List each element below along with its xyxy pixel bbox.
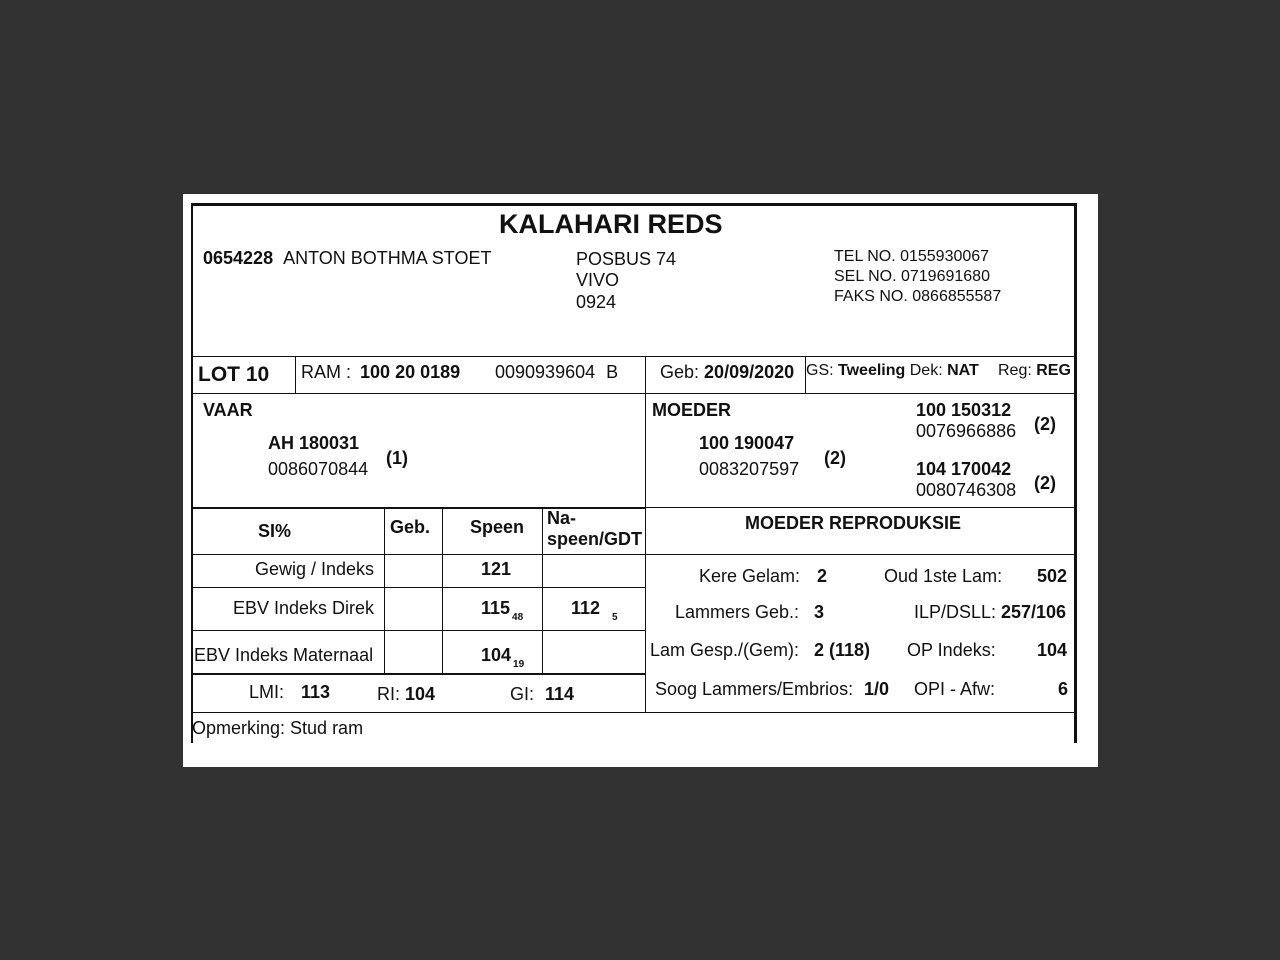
lmi-value: 113 xyxy=(301,682,331,702)
repro-header-bottom-line xyxy=(645,554,1075,555)
repro-label: OP Indeks: xyxy=(907,640,996,660)
frame-right-border xyxy=(1074,203,1077,743)
si-header-bottom-line xyxy=(191,554,645,555)
repro-value: 1/0 xyxy=(864,679,890,699)
repro-value: 6 xyxy=(1058,679,1069,699)
si-row-speen: 121 xyxy=(481,559,512,579)
si-row-label: EBV Indeks Direk xyxy=(233,598,375,618)
si-row-speen xyxy=(481,598,524,623)
lmi-index xyxy=(249,682,330,703)
ram-id: 0090939604 xyxy=(495,362,596,382)
ri-index xyxy=(377,684,435,705)
repro-label: Oud 1ste Lam: xyxy=(884,566,1003,586)
si-col-speen-line xyxy=(442,507,443,673)
sel-number: SEL NO. 0719691680 xyxy=(834,268,990,285)
address-line-3: 0924 xyxy=(576,292,617,312)
gs-value: Tweeling xyxy=(838,362,906,379)
si-table-top-line xyxy=(191,507,645,509)
granddam-2-grade: (2) xyxy=(1034,473,1056,493)
repro-label: Lam Gesp./(Gem): xyxy=(650,640,800,660)
repro-value: 502 xyxy=(1037,566,1068,586)
ram-flag: B xyxy=(606,362,619,382)
moeder-label: MOEDER xyxy=(652,400,732,420)
si-row-label: Gewig / Indeks xyxy=(255,559,375,579)
address-line-2: VIVO xyxy=(576,270,620,290)
gs-dek-line xyxy=(806,362,979,380)
sire-number: AH 180031 xyxy=(268,433,360,453)
dek-label: Dek: xyxy=(909,362,943,379)
si-col-naspeen-line xyxy=(542,507,543,673)
repro-label: Soog Lammers/Embrios: xyxy=(655,679,854,699)
speen-header: Speen xyxy=(470,517,525,537)
pedigree-divider xyxy=(645,393,646,712)
naspeen-header-line1: Na- xyxy=(547,508,577,528)
si-row2-bottom-line xyxy=(191,630,645,631)
si-header: SI% xyxy=(258,521,292,541)
granddam-1-grade: (2) xyxy=(1034,414,1056,434)
ri-value: 104 xyxy=(405,684,436,704)
speen-subscript: 19 xyxy=(513,659,525,670)
lot-row-top-line xyxy=(191,356,1076,357)
lot-divider xyxy=(295,356,296,393)
lmi-label: LMI: xyxy=(249,682,285,702)
breeder-id: 0654228 xyxy=(203,248,274,268)
repro-title: MOEDER REPRODUKSIE xyxy=(745,513,962,533)
naspeen-subscript: 5 xyxy=(612,612,618,623)
indices-bottom-line xyxy=(191,712,1076,713)
naspeen-header-line2: speen/GDT xyxy=(547,529,643,549)
geb-label: Geb: xyxy=(660,362,700,382)
birth-date-line xyxy=(660,362,794,383)
vaar-label: VAAR xyxy=(203,400,253,420)
repro-value: 3 xyxy=(814,602,825,622)
speen-value: 115 xyxy=(481,598,511,618)
si-table-bottom-line xyxy=(191,673,645,675)
ram-info xyxy=(301,362,460,383)
ri-label: RI: xyxy=(377,684,401,704)
breeder-line xyxy=(203,248,491,269)
dam-number: 100 190047 xyxy=(699,433,795,453)
repro-label: ILP/DSLL: xyxy=(914,602,997,622)
repro-top-line xyxy=(645,507,1075,508)
dam-grade: (2) xyxy=(824,448,846,468)
repro-label: Lammers Geb.: xyxy=(675,602,800,622)
faks-number: FAKS NO. 0866855587 xyxy=(834,288,1002,305)
repro-label: Kere Gelam: xyxy=(699,566,801,586)
speen-subscript: 48 xyxy=(512,612,524,623)
geb-value: 20/09/2020 xyxy=(704,362,795,382)
repro-value: 104 xyxy=(1037,640,1068,660)
naspeen-value: 112 xyxy=(571,598,601,618)
gi-value: 114 xyxy=(545,684,575,704)
granddam-2-id: 0080746308 xyxy=(916,480,1017,500)
sire-grade: (1) xyxy=(386,448,408,468)
ram-label: RAM : xyxy=(301,362,352,382)
granddam-1-id: 0076966886 xyxy=(916,421,1017,441)
lot-card xyxy=(183,194,1098,767)
sire-id: 0086070844 xyxy=(268,459,369,479)
repro-value: 257/106 xyxy=(1001,602,1067,622)
tel-number: TEL NO. 0155930067 xyxy=(834,248,990,265)
card-title: KALAHARI REDS xyxy=(499,209,723,239)
granddam-2-number: 104 170042 xyxy=(916,459,1012,479)
ram-id-line xyxy=(495,362,618,383)
lot-number: LOT 10 xyxy=(198,363,270,386)
geb-header: Geb. xyxy=(390,517,431,537)
repro-value: 2 xyxy=(817,566,828,586)
si-row-speen xyxy=(481,645,525,670)
si-row1-bottom-line xyxy=(191,587,645,588)
si-row-naspeen xyxy=(571,598,618,623)
si-col-geb-line xyxy=(384,507,385,673)
repro-value: 2 (118) xyxy=(814,640,871,660)
opmerking: Opmerking: Stud ram xyxy=(192,718,364,738)
ram-divider xyxy=(645,356,646,393)
dek-value: NAT xyxy=(947,362,979,379)
reg-value: REG xyxy=(1036,362,1071,379)
address-line-1: POSBUS 74 xyxy=(576,249,677,269)
speen-value: 104 xyxy=(481,645,512,665)
reg-line xyxy=(998,362,1071,380)
gs-label: GS: xyxy=(806,362,834,379)
granddam-1-number: 100 150312 xyxy=(916,400,1012,420)
si-row-label: EBV Indeks Maternaal xyxy=(194,645,374,665)
frame-top-border xyxy=(191,203,1077,206)
frame-left-border xyxy=(191,203,193,743)
dam-id: 0083207597 xyxy=(699,459,800,479)
gi-label: GI: xyxy=(510,684,535,704)
lot-row-bottom-line xyxy=(191,393,1076,394)
breeder-name: ANTON BOTHMA STOET xyxy=(283,248,492,268)
repro-label: OPI - Afw: xyxy=(914,679,996,699)
reg-label: Reg: xyxy=(998,362,1032,379)
ram-number: 100 20 0189 xyxy=(360,362,461,382)
gi-index xyxy=(510,684,574,705)
